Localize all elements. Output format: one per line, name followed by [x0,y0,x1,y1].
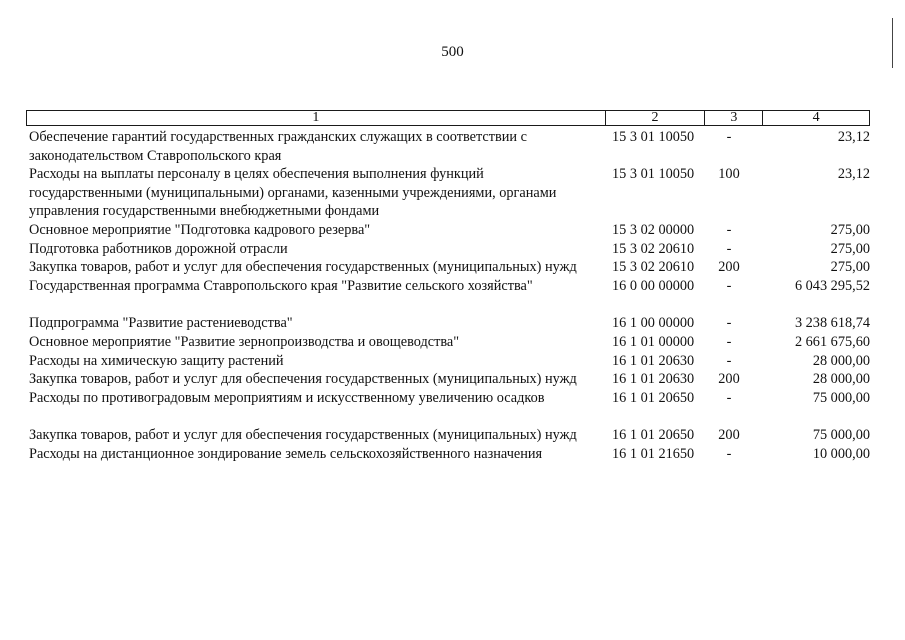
row-name: Основное мероприятие "Развитие зернопроизводства и овощеводства" [29,333,460,350]
row-type: - [726,221,732,238]
table-header [26,110,870,126]
row-code: 16 1 01 20630 [612,352,695,369]
table-row [26,426,870,445]
budget-table [26,110,870,464]
table-row [26,352,870,371]
header-col-4: 4 [812,110,820,125]
row-type: - [726,240,732,257]
table-body [26,128,870,464]
row-code: 15 3 01 10050 [612,166,695,183]
row-code: 16 1 00 00000 [612,315,695,332]
row-amount: 28 000,00 [812,352,870,369]
row-type: - [726,352,732,369]
row-name: Основное мероприятие "Подготовка кадрового резерва" [29,221,371,238]
row-type: 200 [718,259,740,276]
row-name: Обеспечение гарантий государственных гражданских служащих в соответствии с законодательством Ставропольского края [29,129,528,164]
row-amount: 275,00 [830,240,870,257]
row-code: 15 3 02 00000 [612,221,695,238]
table-row [26,370,870,389]
table-row [26,389,870,408]
table-row [26,165,870,221]
table-row [26,128,870,165]
table-row [26,277,870,296]
row-code: 16 1 01 21650 [612,445,695,462]
header-col-3: 3 [705,111,763,125]
row-amount: 2 661 675,60 [794,333,870,350]
row-amount: 275,00 [830,221,870,238]
row-name: Закупка товаров, работ и услуг для обеспечения государственных (муниципальных) нужд [29,371,577,388]
row-name: Подпрограмма "Развитие растениеводства" [29,315,293,332]
row-type: 100 [718,166,740,183]
row-type: - [726,277,732,294]
row-amount: 10 000,00 [812,445,870,462]
row-name: Расходы на химическую защиту растений [29,352,284,369]
row-type: 200 [718,427,740,444]
row-name: Закупка товаров, работ и услуг для обеспечения государственных (муниципальных) нужд [29,259,577,276]
table-row [26,258,870,277]
row-amount: 75 000,00 [812,389,870,406]
row-name: Расходы по противоградовым мероприятиям и искусственному увеличению осадков [29,389,545,406]
row-type: - [726,389,732,406]
row-name: Расходы на дистанционное зондирование земель сельскохозяйственного назначения [29,445,543,462]
row-amount: 3 238 618,74 [794,315,870,332]
table-row [26,445,870,464]
row-name: Расходы на выплаты персоналу в целях обеспечения выполнения функций государственными (муниципальными) органами, казенными учреждениями, органами управления государственными внебюджетными фондами [29,166,557,220]
row-code: 16 1 01 20630 [612,371,695,388]
scan-edge-line [892,18,893,68]
table-row [26,333,870,352]
row-code: 15 3 02 20610 [612,259,695,276]
row-amount: 6 043 295,52 [794,277,870,294]
table-row [26,221,870,240]
row-type: - [726,333,732,350]
row-type: - [726,315,732,332]
row-type: - [726,129,732,145]
row-amount: 28 000,00 [812,371,870,388]
row-amount: 275,00 [830,259,870,276]
row-name: Государственная программа Ставропольского края "Развитие сельского хозяйства" [29,277,533,294]
page-number: 500 [441,44,464,60]
table-row [26,240,870,259]
row-code: 15 3 01 10050 [612,129,695,145]
row-amount: 75 000,00 [812,427,870,444]
header-col-1: 1 [27,111,606,125]
row-code: 16 1 01 20650 [612,389,695,406]
row-code: 16 1 01 00000 [612,333,695,350]
row-code: 15 3 02 20610 [612,240,695,257]
row-amount: 23,12 [837,166,870,183]
row-name: Подготовка работников дорожной отрасли [29,240,288,257]
header-col-2: 2 [606,111,706,125]
row-name: Закупка товаров, работ и услуг для обеспечения государственных (муниципальных) нужд [29,427,577,444]
row-code: 16 1 01 20650 [612,427,695,444]
row-code: 16 0 00 00000 [612,277,695,294]
row-amount: 23,12 [837,129,870,145]
row-type: - [726,445,732,462]
row-type: 200 [718,371,740,388]
table-row [26,314,870,333]
